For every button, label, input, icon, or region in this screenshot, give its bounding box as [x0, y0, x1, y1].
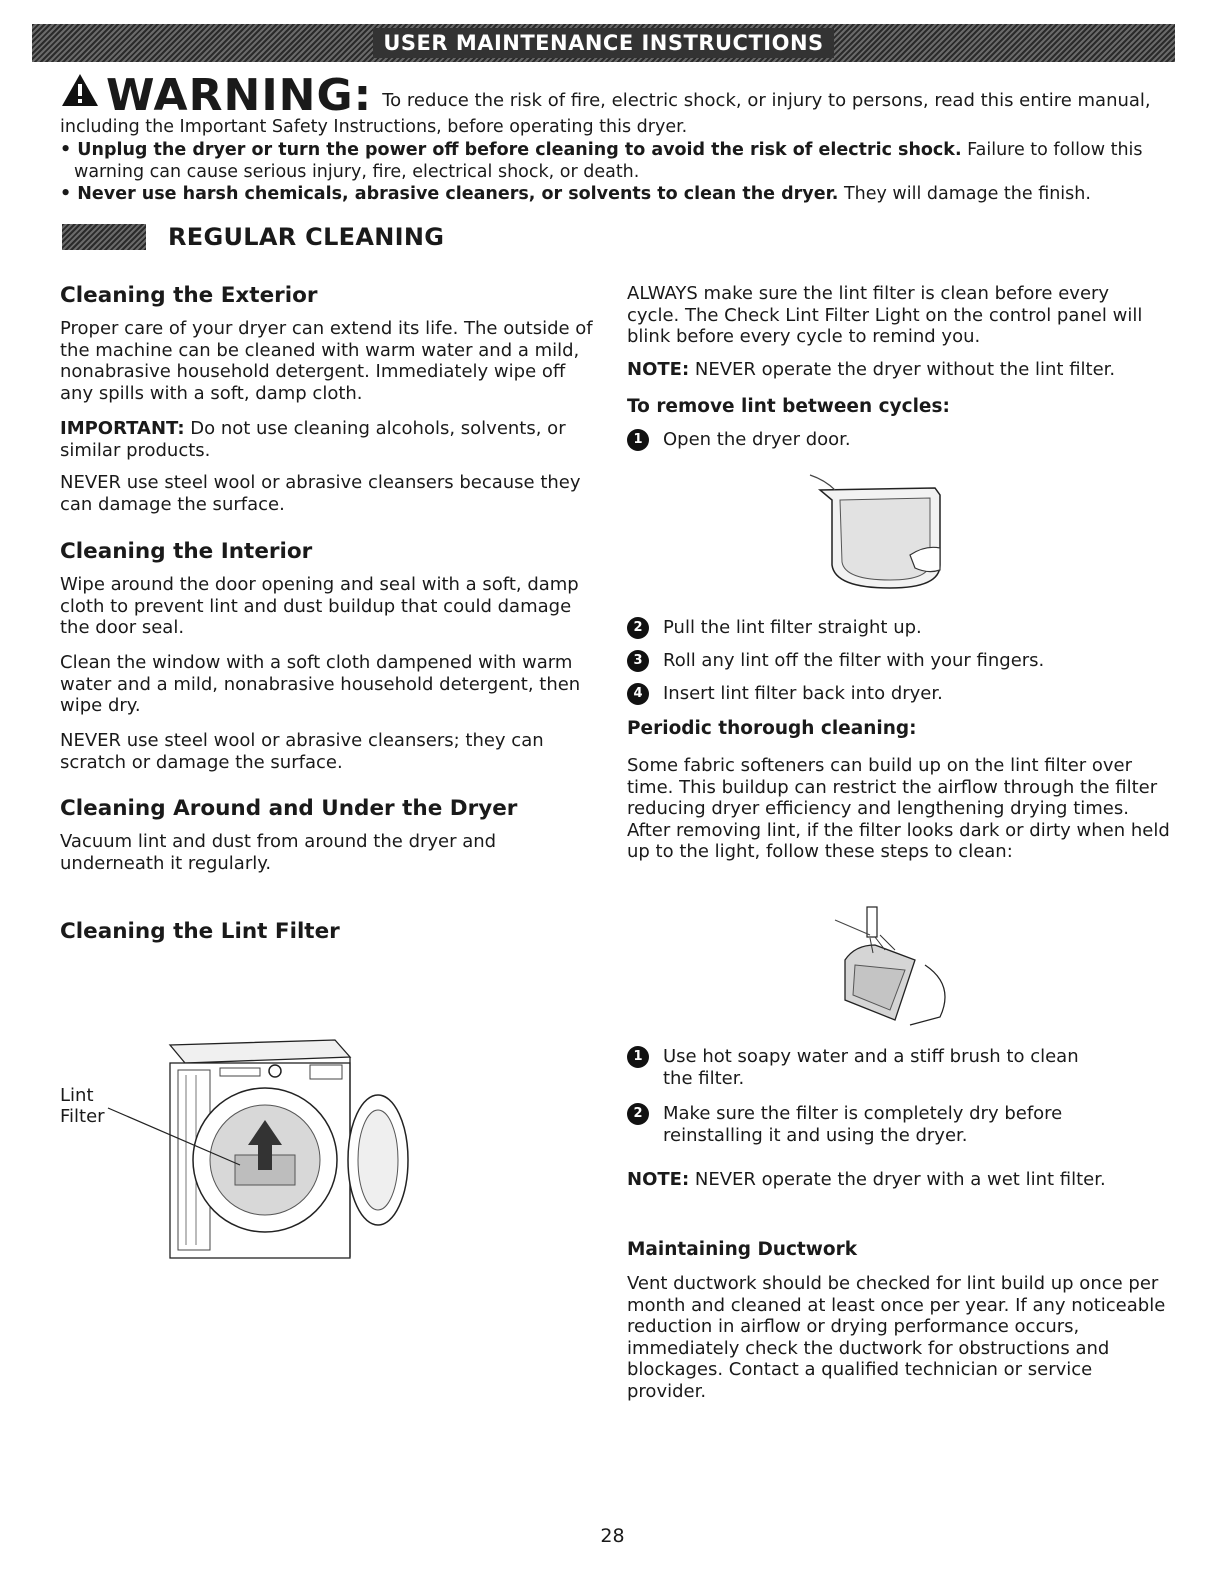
brush-cleaning-illustration	[815, 905, 965, 1035]
interior-paragraph-2: Clean the window with a soft cloth dampened with warm water and a mild, nonabrasive household detergent, then wipe dry.	[60, 652, 581, 716]
step-number-badge: 3	[627, 650, 649, 672]
warning-intro-line2: including the Important Safety Instructions, before operating this dryer.	[60, 117, 688, 137]
important-label: IMPORTANT:	[60, 418, 185, 439]
remove-step-2	[627, 617, 922, 639]
periodic-step-2	[627, 1103, 1107, 1147]
note-1-text: NEVER operate the dryer without the lint filter.	[689, 359, 1116, 380]
periodic-step-1	[627, 1046, 1107, 1090]
regular-cleaning-header	[62, 224, 444, 250]
important-text: Do not use cleaning alcohols, solvents, or similar products.	[60, 418, 566, 461]
step-text: Roll any lint off the filter with your fingers.	[663, 650, 1045, 671]
remove-lint-heading: To remove lint between cycles:	[627, 396, 950, 417]
warning-bullet-1	[60, 139, 1185, 161]
step-number-badge: 2	[627, 617, 649, 639]
exterior-important	[60, 418, 595, 461]
warning-triangle-icon	[60, 72, 100, 108]
remove-step-1	[627, 429, 851, 451]
step-number-badge: 1	[627, 429, 649, 451]
exterior-heading: Cleaning the Exterior	[60, 283, 318, 308]
interior-paragraph-3: NEVER use steel wool or abrasive cleansers; they can scratch or damage the surface.	[60, 730, 544, 773]
step-number-badge: 1	[627, 1046, 649, 1068]
page-number: 28	[600, 1525, 625, 1547]
remove-step-3	[627, 650, 1044, 672]
note-2	[627, 1169, 1167, 1191]
callout-line-1: Lint	[60, 1085, 94, 1106]
banner-title: USER MAINTENANCE INSTRUCTIONS	[373, 28, 833, 58]
dryer-drawing	[60, 1035, 410, 1265]
warning-bullet-2-rest: They will damage the finish.	[838, 184, 1091, 204]
lint-filter-heading: Cleaning the Lint Filter	[60, 919, 340, 944]
dryer-illustration	[60, 1035, 410, 1265]
step-text: Insert lint filter back into dryer.	[663, 683, 943, 704]
periodic-heading: Periodic thorough cleaning:	[627, 718, 917, 739]
step-text: Use hot soapy water and a stiff brush to clean the filter.	[663, 1046, 1079, 1089]
exterior-paragraph-3: NEVER use steel wool or abrasive cleansers because they can damage the surface.	[60, 472, 581, 515]
section-title: REGULAR CLEANING	[168, 223, 445, 251]
interior-heading: Cleaning the Interior	[60, 539, 313, 564]
around-heading: Cleaning Around and Under the Dryer	[60, 796, 518, 821]
interior-paragraph-1: Wipe around the door opening and seal with a soft, damp cloth to prevent lint and dust buildup that could damage the door seal.	[60, 574, 579, 638]
warning-heading	[60, 70, 1180, 121]
note-2-text: NEVER operate the dryer with a wet lint filter.	[689, 1169, 1106, 1190]
note-2-label: NOTE:	[627, 1169, 690, 1190]
step-text: Make sure the filter is completely dry before reinstalling it and using the dryer.	[663, 1103, 1063, 1146]
ductwork-heading: Maintaining Ductwork	[627, 1239, 858, 1260]
exterior-paragraph-1: Proper care of your dryer can extend its life. The outside of the machine can be cleaned with warm water and a mild, nonabrasive household detergent. Immediately wipe off any spills with a soft, damp cloth.	[60, 318, 593, 404]
warning-bullet-2-bold: • Never use harsh chemicals, abrasive cleaners, or solvents to clean the dryer.	[60, 184, 839, 204]
warning-intro-line1: To reduce the risk of fire, electric shock, or injury to persons, read this entire manual,	[382, 90, 1151, 111]
remove-step-4	[627, 683, 943, 705]
lint-filter-illustration	[790, 470, 960, 600]
note-1	[627, 359, 1167, 381]
around-paragraph: Vacuum lint and dust from around the dryer and underneath it regularly.	[60, 831, 497, 874]
note-1-label: NOTE:	[627, 359, 690, 380]
warning-label: WARNING:	[106, 70, 373, 121]
step-text: Open the dryer door.	[663, 429, 851, 450]
step-text: Pull the lint filter straight up.	[663, 617, 922, 638]
always-paragraph: ALWAYS make sure the lint filter is clean before every cycle. The Check Lint Filter Light on the control panel will blink before every cycle to remind you.	[627, 283, 1143, 347]
warning-bullet-1-line2: warning can cause serious injury, fire, electrical shock, or death.	[74, 162, 640, 182]
warning-bullet-1-bold: • Unplug the dryer or turn the power off before cleaning to avoid the risk of electric shock.	[60, 140, 962, 160]
step-number-badge: 2	[627, 1103, 649, 1125]
page-banner	[32, 24, 1175, 62]
ductwork-paragraph: Vent ductwork should be checked for lint build up once per month and cleaned at least once per year. If any noticeable reduction in airflow or drying performance occurs, immediately check the ductwork for obstructions and blockages. Contact a qualified technician or service provider.	[627, 1273, 1166, 1402]
warning-bullet-1-rest: Failure to follow this	[961, 140, 1143, 160]
callout-line-2: Filter	[60, 1106, 105, 1127]
periodic-paragraph: Some fabric softeners can build up on the lint filter over time. This buildup can restrict the airflow through the filter reducing dryer efficiency and lengthening drying times. After removing lint, if the filter looks dark or dirty when held up to the light, follow these steps to clean:	[627, 755, 1170, 862]
section-marker	[62, 224, 146, 250]
step-number-badge: 4	[627, 683, 649, 705]
warning-bullet-2	[60, 183, 1185, 205]
